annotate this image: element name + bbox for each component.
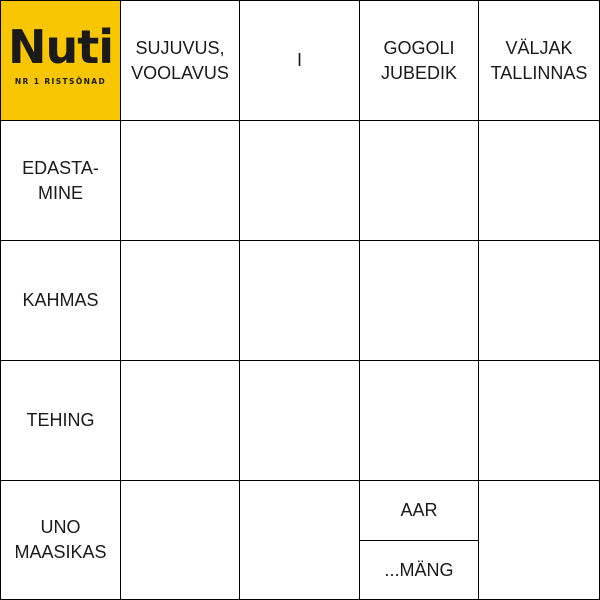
answer-cell[interactable] [359,240,479,361]
clue-gogoli: GOGOLI JUBEDIK [359,0,479,121]
clue-edastamine: EDASTA- MINE [0,120,121,241]
answer-cell[interactable] [120,360,240,481]
clue-valjak: VÄLJAK TALLINNAS [478,0,600,121]
clue-i: I [239,0,360,121]
answer-cell[interactable] [478,240,600,361]
answer-cell[interactable] [239,240,360,361]
answer-cell[interactable] [239,480,360,600]
answer-cell[interactable] [239,120,360,241]
answer-cell[interactable] [359,360,479,481]
answer-cell[interactable] [359,120,479,241]
answer-cell[interactable] [478,360,600,481]
answer-cell[interactable] [120,480,240,600]
answer-cell[interactable] [120,240,240,361]
clue-sujuvus: SUJUVUS, VOOLAVUS [120,0,240,121]
clue-tehing: TEHING [0,360,121,481]
logo-tagline: NR 1 RISTSÕNAD [14,77,107,86]
answer-cell[interactable] [239,360,360,481]
clue-aar: AAR [359,480,479,541]
answer-cell[interactable] [478,480,600,600]
clue-kahmas: KAHMAS [0,240,121,361]
clue-mang: ...MÄNG [359,540,479,600]
answer-cell[interactable] [478,120,600,241]
logo-wordmark: Nuti [7,20,113,74]
answer-cell[interactable] [120,120,240,241]
nuti-logo [0,0,121,121]
clue-uno-maasikas: UNO MAASIKAS [0,480,121,600]
